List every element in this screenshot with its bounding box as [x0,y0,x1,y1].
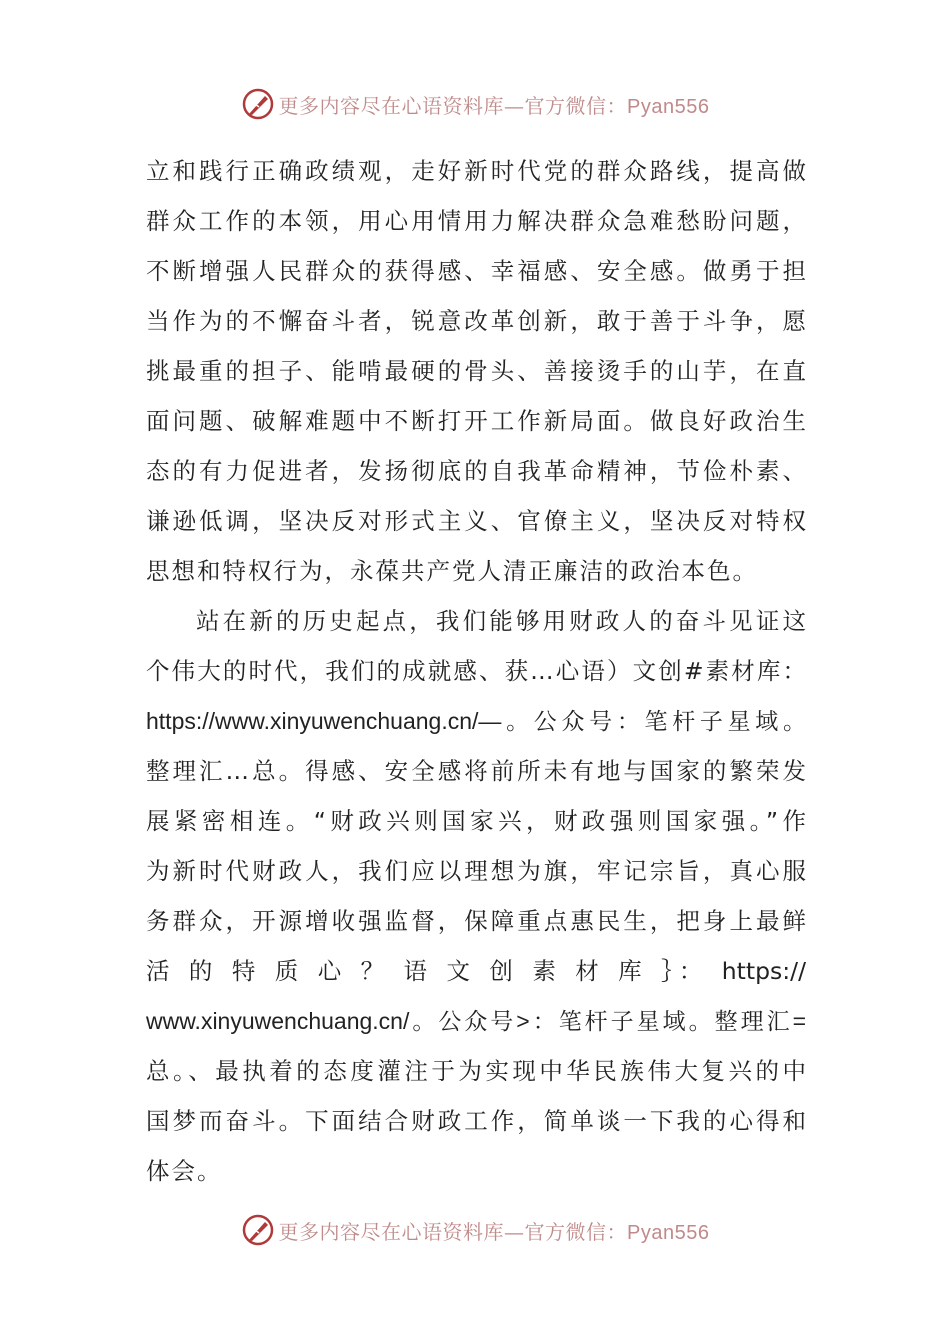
text-line: 立和践行正确政绩观，走好新时代党的群众路线，提高做 [146,157,806,185]
quill-logo-icon [241,1213,275,1247]
text-line: 态的有力促进者，发扬彻底的自我革命精神，节俭朴素、 [146,457,806,485]
text-line: 务群众，开源增收强监督，保障重点惠民生，把身上最鲜 [146,907,806,935]
text-line: 不断增强人民群众的获得感、幸福感、安全感。做勇于担 [146,257,806,285]
banner-text: 更多内容尽在心语资料库—官方微信：Pyan556 [278,1219,710,1244]
wechat-id: Pyan556 [627,1221,710,1244]
text-line: 展紧密相连。“财政兴则国家兴，财政强则国家强。”作 [146,807,806,835]
document-body [146,146,806,1196]
text-line: 体会。 [146,1157,223,1185]
text-line: 为新时代财政人，我们应以理想为旗，牢记宗旨，真心服 [146,857,806,885]
text-line: 当作为的不懈奋斗者，锐意改革创新，敢于善于斗争，愿 [146,307,806,335]
text-line: 挑最重的担子、能啃最硬的骨头、善接烫手的山芋，在直 [146,357,806,385]
text-line: 个伟大的时代，我们的成就感、获…心语）文创#素材库： [146,657,806,685]
text-line: 面问题、破解难题中不断打开工作新局面。做良好政治生 [146,407,806,435]
text-line: 思想和特权行为，永葆共产党人清正廉洁的政治本色。 [146,557,758,585]
text-line: 站在新的历史起点，我们能够用财政人的奋斗见证这 [196,607,806,635]
text-line: 国梦而奋斗。下面结合财政工作，简单谈一下我的心得和 [146,1107,806,1135]
text-line: https://www.xinyuwenchuang.cn/—。公众号：笔杆子星域。 [146,708,806,734]
header-banner [0,84,950,124]
text-line: 总。、最执着的态度灌注于为实现中华民族伟大复兴的中 [146,1057,806,1085]
text-line: 谦逊低调，坚决反对形式主义、官僚主义，坚决反对特权 [146,507,806,535]
text-line: 活 的 特 质 心 ？ 语 文 创 素 材 库 ｝： https:// [146,957,806,985]
wechat-id: Pyan556 [627,95,710,118]
text-line: 群众工作的本领，用心用情用力解决群众急难愁盼问题， [146,207,806,235]
banner-text: 更多内容尽在心语资料库—官方微信：Pyan556 [278,93,710,118]
quill-logo-icon [241,87,275,121]
text-line: www.xinyuwenchuang.cn/。公众号>：笔杆子星域。整理汇= [146,1008,806,1034]
footer-banner [0,1210,950,1250]
text-line: 整理汇…总。得感、安全感将前所未有地与国家的繁荣发 [146,757,806,785]
